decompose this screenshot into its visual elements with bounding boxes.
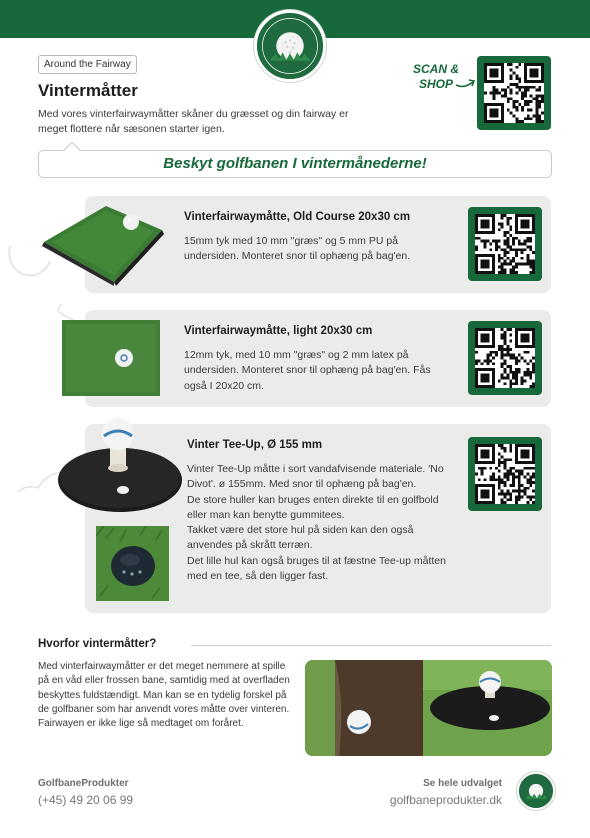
product-title: Vinterfairwaymåtte, Old Course 20x30 cm — [184, 211, 411, 223]
description-line: De store huller kan bruges enten direkte til en golfbold eller man kan benytte gummitees. — [187, 493, 439, 521]
product-description — [187, 462, 459, 584]
footer-logo — [517, 772, 555, 810]
description-line: Vinter Tee-Up måtte i sort vandafvisende materiale. 'No Divot'. ø 155mm. Med snor til ophæng på bag'en. — [187, 463, 444, 491]
qr-code-light[interactable] — [468, 321, 542, 395]
description-line: Det lille hul kan også bruges til at fæstne Tee-up måtten med en tee, så den ligger fast. — [187, 554, 446, 583]
product-title: Vinterfairwaymåtte, light 20x30 cm — [184, 325, 373, 337]
why-heading: Hvorfor vintermåtter? — [38, 638, 157, 650]
divider — [191, 645, 551, 646]
page-title: Vintermåtter — [38, 81, 138, 100]
qr-code-shop[interactable] — [477, 56, 551, 130]
product-image-light — [52, 302, 164, 402]
brand-logo — [254, 10, 326, 82]
arrow-right-icon — [455, 76, 477, 90]
qr-code-old-course[interactable] — [468, 207, 542, 281]
comparison-photo — [305, 660, 552, 756]
footer-website-link[interactable]: golfbaneprodukter.dk — [389, 793, 502, 807]
product-description: 12mm tyk, med 10 mm "græs" og 2 mm latex på undersiden. Monteret snor til ophæng på bag'en. Fås også I 20x20 cm. — [184, 349, 431, 392]
product-photo-tee-up-on-grass — [96, 526, 169, 601]
footer-phone[interactable]: (+45) 49 20 06 99 — [38, 793, 134, 807]
shop-line: SHOP — [418, 77, 453, 91]
category-tag: Around the Fairway — [38, 55, 137, 74]
intro-text: Med vores vinterfairwaymåtter skåner du græsset og din fairway er meget flottere når sæsonen starter igen. — [38, 108, 349, 135]
product-image-tee-up — [16, 414, 182, 518]
scan-line: SCAN & — [412, 62, 459, 76]
product-description: 15mm tyk med 10 mm "græs" og 5 mm PU på undersiden. Monteret snor til ophæng på bag'en. — [184, 235, 411, 263]
footer-company: GolfbaneProdukter — [38, 778, 129, 789]
product-title: Vinter Tee-Up, Ø 155 mm — [187, 439, 323, 451]
description-line: Takket være det store hul på siden kan den også anvendes på skrått terræn. — [187, 524, 414, 552]
why-text: Med vinterfairwaymåtter er det meget nemmere at spille på en våd eller frossen bane, samtidig med at overfladen beskyttes fuldstændigt. Man kan se en tydelig forskel på de golfbaner som har anvendt vores måtte over vinteren. Fairwayen er ikke lige så medtaget om foråret. — [38, 661, 290, 730]
footer-cta: Se hele udvalget — [423, 778, 502, 789]
banner: Beskyt golfbanen I vintermånederne! — [38, 150, 552, 178]
qr-code-tee-up[interactable] — [468, 437, 542, 511]
product-image-old-course — [4, 202, 164, 286]
